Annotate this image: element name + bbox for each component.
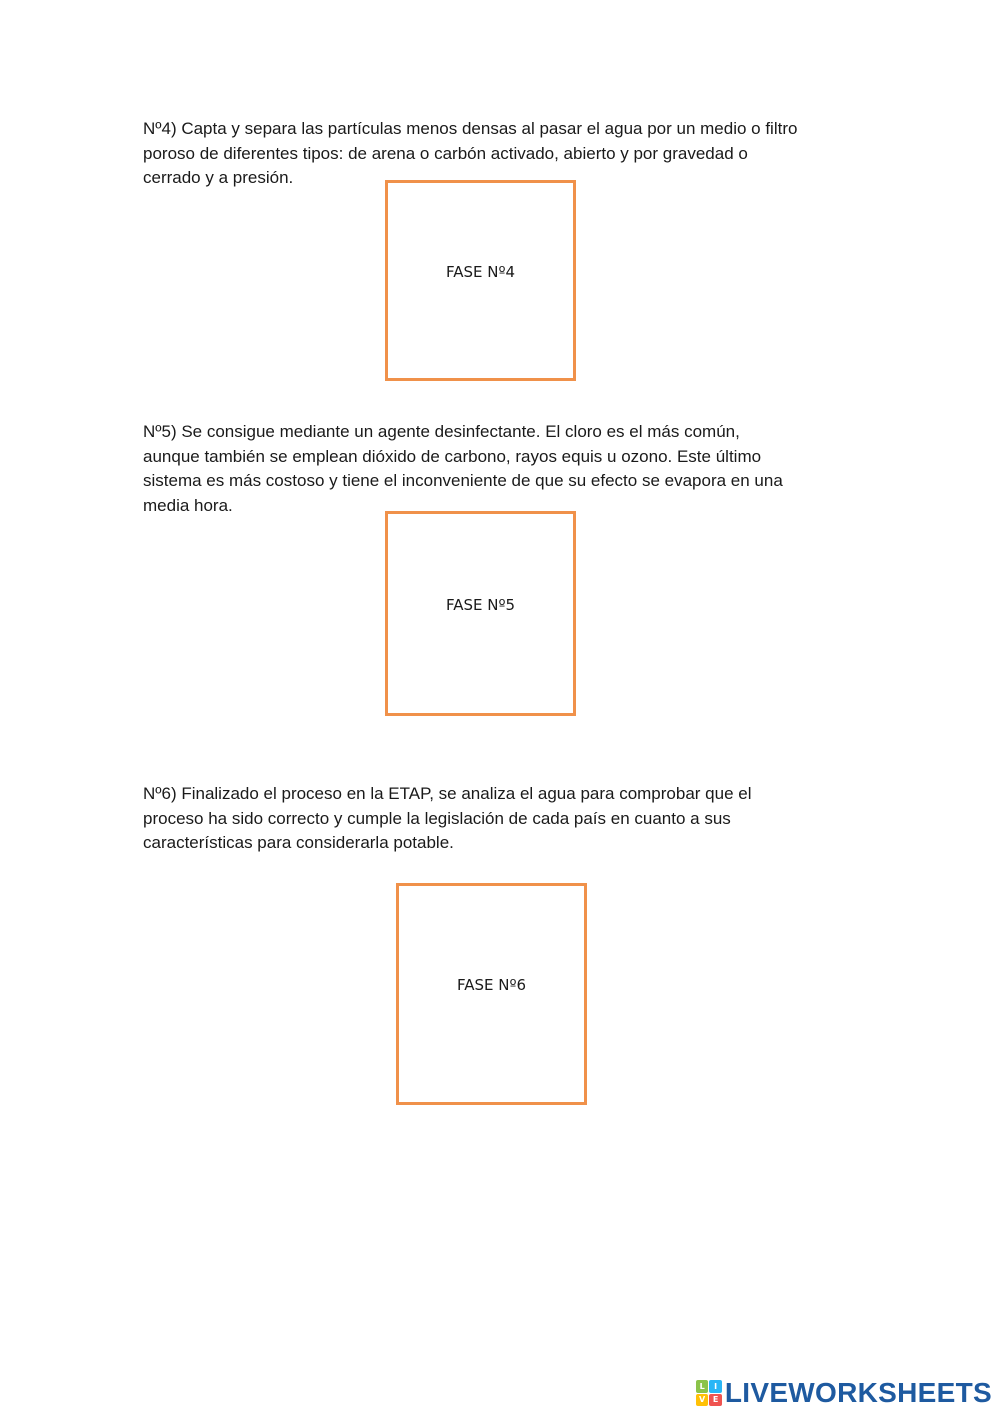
answer-box-phase-5[interactable] [385,511,576,716]
paragraph-line: Nº5) Se consigue mediante un agente desinfectante. El cloro es el más común, [143,422,740,441]
paragraph-line: proceso ha sido correcto y cumple la legislación de cada país en cuanto a sus [143,808,731,828]
paragraph-line: aunque también se emplean dióxido de carbono, rayos equis u ozono. Este último [143,446,762,466]
paragraph-line: Nº4) Capta y separa las partículas menos densas al pasar el agua por un medio o filtro [143,119,798,138]
logo-letter: V [696,1394,709,1407]
paragraph-line: sistema es más costoso y tiene el inconveniente de que su efecto se evapora en una [143,471,783,490]
logo-letter: E [709,1394,722,1407]
answer-box-phase-6[interactable] [396,883,587,1105]
box-label-phase-5: FASE Nº5 [445,596,516,614]
logo-letter: L [696,1380,709,1393]
logo-letter: I [709,1380,722,1393]
paragraph-line: características para considerarla potable. [143,833,454,852]
answer-box-phase-4[interactable] [385,180,576,381]
paragraph-line: Nº6) Finalizado el proceso en la ETAP, se analiza el agua para comprobar que el [143,784,752,803]
liveworksheets-logo [696,1377,992,1409]
paragraph-phase-6 [143,782,873,856]
paragraph-phase-5 [143,420,873,518]
brand-text: LIVEWORKSHEETS [724,1377,992,1408]
liveworksheets-icon [696,1380,722,1406]
box-label-phase-6: FASE Nº6 [456,976,527,994]
paragraph-line: poroso de diferentes tipos: de arena o carbón activado, abierto y por gravedad o [143,143,748,163]
paragraph-line: media hora. [143,495,233,515]
paragraph-line: cerrado y a presión. [143,168,294,187]
box-label-phase-4: FASE Nº4 [445,263,516,281]
